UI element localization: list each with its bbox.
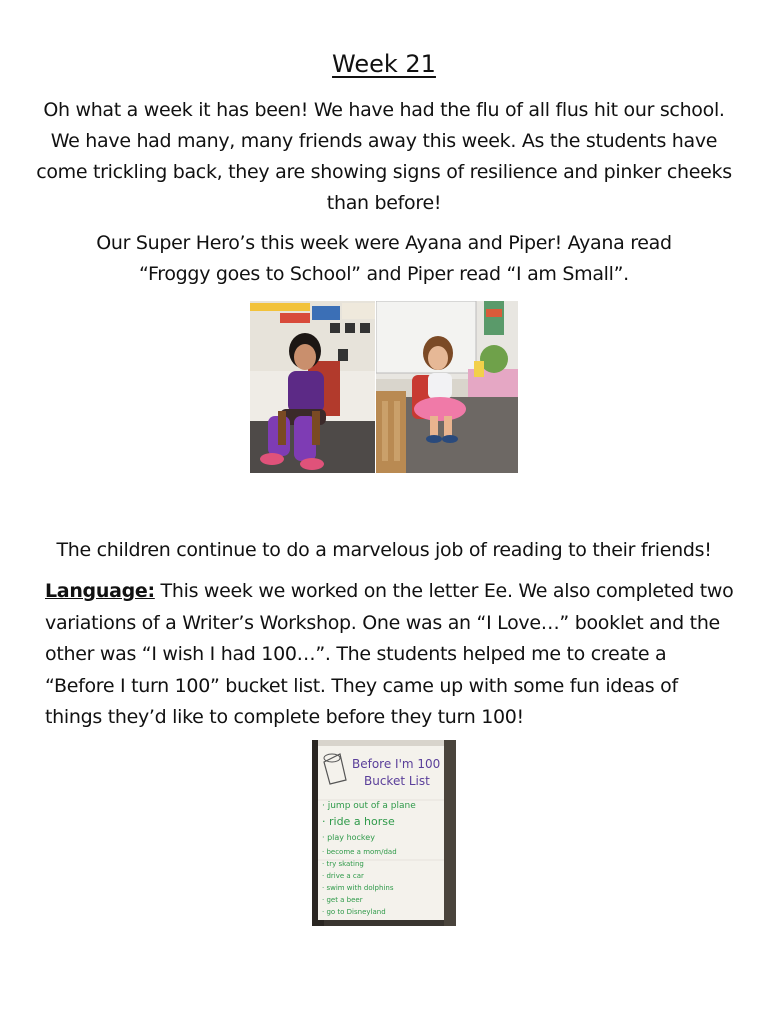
bucket-list-heading-2: Bucket List (364, 774, 430, 788)
bucket-list-item: · become a mom/dad (322, 848, 397, 856)
super-hero-line-1: Our Super Hero’s this week were Ayana and Piper! Ayana read (96, 232, 672, 254)
page-title: Week 21 (332, 50, 436, 78)
bucket-list-item: · drive a car (322, 872, 364, 880)
intro-paragraph: Oh what a week it has been! We have had the flu of all flus hit our school. We have had many, many friends away this week. As the students have come trickling back, they are showing signs of resilience and pinker cheeks than before! (36, 99, 732, 214)
language-label: Language: (45, 580, 155, 602)
language-paragraph (45, 576, 735, 734)
bucket-list-item: · jump out of a plane (322, 801, 416, 811)
bucket-list-item: · ride a horse (322, 815, 395, 828)
bucket-list-heading-1: Before I'm 100 (352, 757, 441, 771)
bucket-list-item: · go to Disneyland (322, 908, 386, 916)
bucket-list-item: · get a beer (322, 896, 363, 904)
super-hero-photos (250, 301, 518, 473)
bucket-list-item: · swim with dolphins (322, 884, 394, 892)
super-hero-line-2: “Froggy goes to School” and Piper read “I am Small”. (139, 263, 629, 285)
reading-paragraph: The children continue to do a marvelous job of reading to their friends! (56, 539, 712, 561)
bucket-list-item: · try skating (322, 860, 364, 868)
language-text: This week we worked on the letter Ee. We also completed two variations of a Writer’s Workshop. One was an “I Love…” booklet and the other was “I wish I had 100…”. The students helped me to create a “Before I turn 100” bucket list. They came up with some fun ideas of things they’d like to complete before they turn 100! (45, 580, 734, 728)
piper-photo (376, 301, 518, 473)
bucket-list-item: · play hockey (322, 833, 375, 842)
bucket-list-photo (312, 740, 456, 926)
super-hero-paragraph (30, 228, 738, 290)
ayana-photo (250, 301, 375, 473)
